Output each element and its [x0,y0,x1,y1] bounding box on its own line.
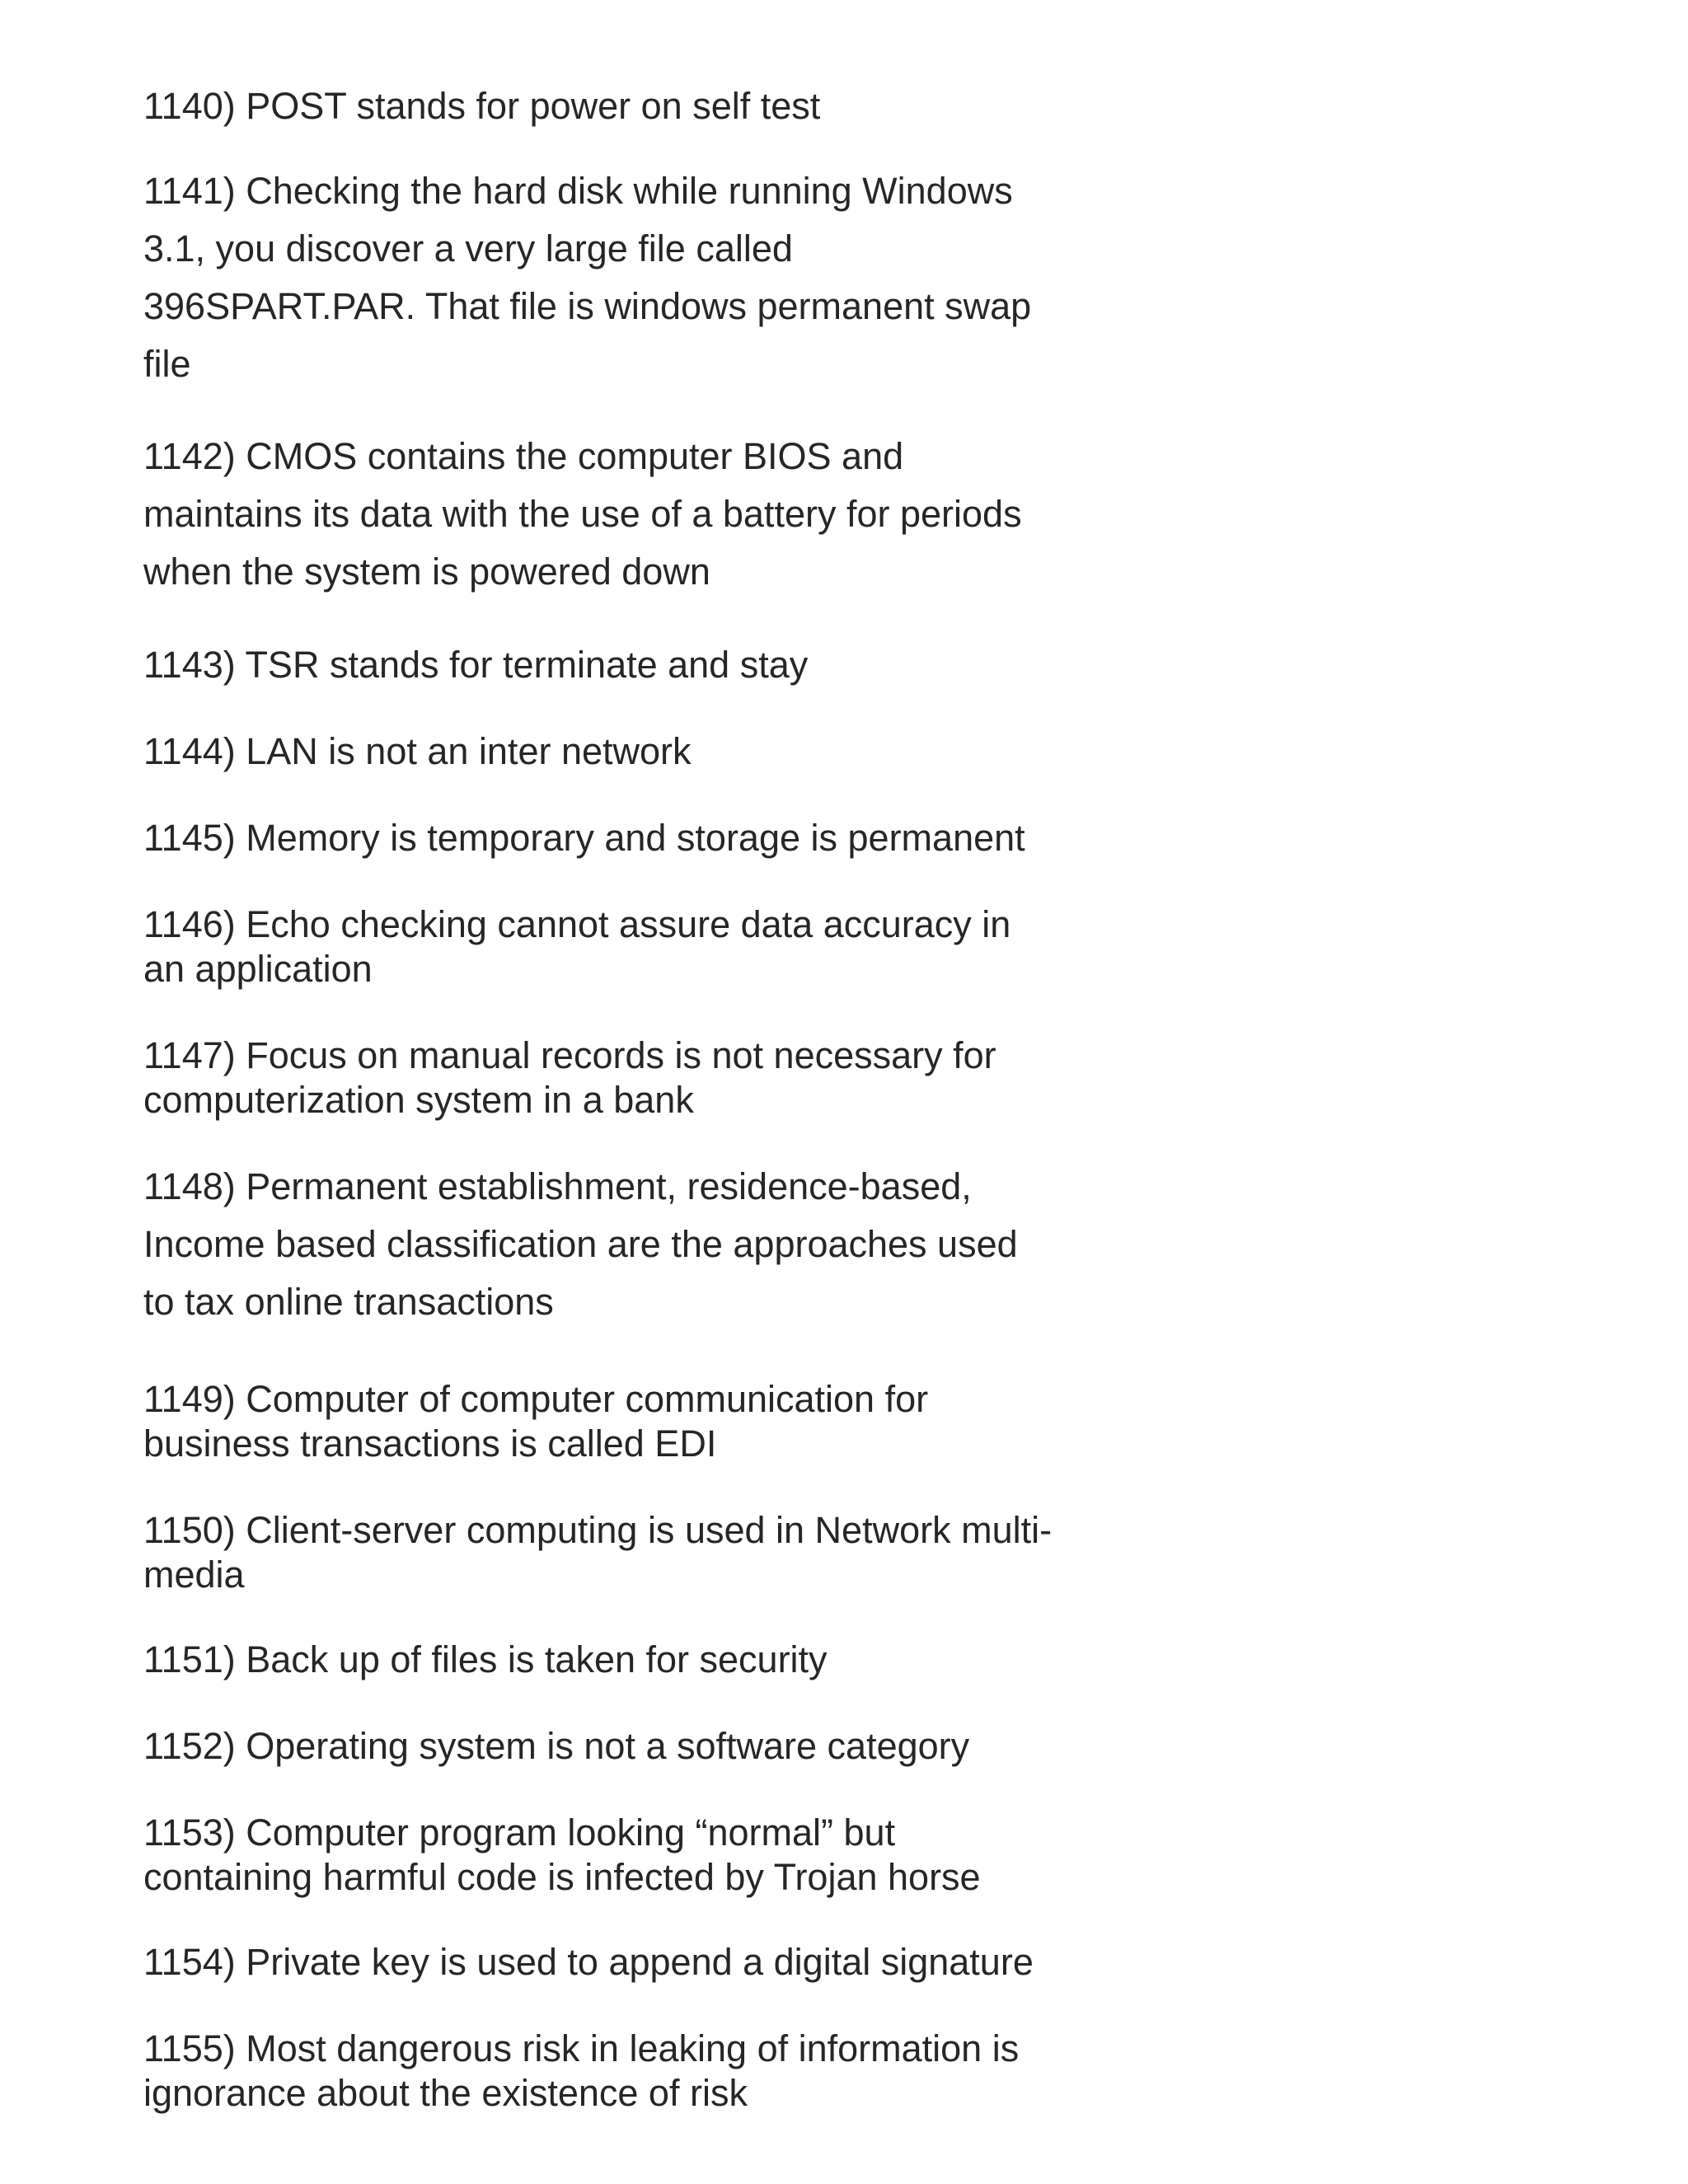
list-item [143,809,1116,867]
list-item [143,723,1116,780]
item-line: 1142) CMOS contains the computer BIOS and [143,435,904,477]
item-line: 1149) Computer of computer communication for [143,1378,929,1420]
item-line: computerization system in a bank [143,1079,694,1121]
item-line: 1155) Most dangerous risk in leaking of information is [143,2027,1020,2069]
list-item [143,77,1116,135]
item-line: to tax online transactions [143,1281,554,1323]
list-item [143,1377,1116,1466]
item-line: 1154) Private key is used to append a digital signature [143,1941,1034,1983]
list-item [143,1033,1116,1122]
item-line: business transactions is called EDI [143,1422,717,1465]
list-item [143,428,1116,601]
item-line: 3.1, you discover a very large file called [143,227,793,269]
list-item [143,636,1116,694]
item-line: 1145) Memory is temporary and storage is permanent [143,817,1025,859]
list-item [143,162,1116,393]
item-line: ignorance about the existence of risk [143,2072,748,2114]
item-line: media [143,1554,245,1596]
list-item [143,1631,1116,1689]
item-line: 1148) Permanent establishment, residence-based, [143,1165,972,1207]
item-line: file [143,343,191,385]
item-line: containing harmful code is infected by Trojan horse [143,1856,981,1898]
list-item [143,2027,1116,2116]
item-line: 1146) Echo checking cannot assure data accuracy in [143,903,1011,945]
item-line: an application [143,948,373,990]
item-line: Income based classification are the approaches used [143,1223,1018,1265]
item-line: 1150) Client-server computing is used in Network multi- [143,1509,1053,1551]
item-line: 1140) POST stands for power on self test [143,85,821,127]
list-item [143,1718,1116,1775]
list-item [143,1158,1116,1331]
item-line: when the system is powered down [143,551,710,593]
item-line: 1144) LAN is not an inter network [143,730,692,772]
item-line: 1141) Checking the hard disk while running Windows [143,170,1013,212]
item-line: 1152) Operating system is not a software category [143,1725,970,1767]
item-line: 1151) Back up of files is taken for security [143,1638,828,1680]
list-item [143,1811,1116,1900]
list-item [143,1933,1116,1991]
item-line: 1143) TSR stands for terminate and stay [143,644,809,686]
item-line: 396SPART.PAR. That file is windows permanent swap [143,285,1032,327]
list-item [143,902,1116,991]
item-line: 1147) Focus on manual records is not necessary for [143,1034,996,1076]
item-line: maintains its data with the use of a battery for periods [143,493,1022,535]
item-line: 1153) Computer program looking “normal” but [143,1811,896,1854]
list-item [143,1508,1116,1597]
